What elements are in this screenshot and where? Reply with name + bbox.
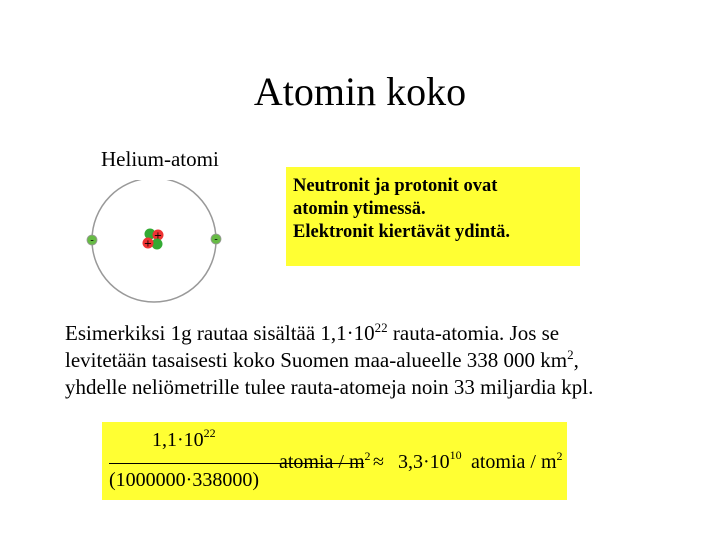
electron-sign: -	[214, 234, 218, 246]
note-line: Neutronit ja protonit ovat	[293, 176, 498, 196]
page-title: Atomin koko	[253, 69, 467, 114]
note-line: Elektronit kiertävät ydintä.	[293, 222, 511, 242]
note-line: atomin ytimessä.	[293, 199, 426, 219]
helium-atom-diagram	[80, 180, 230, 305]
formula-result: $3,3\cdot 10^{10}$	[398, 448, 462, 473]
formula-numerator: $1,1\cdot 10^{22}$	[152, 426, 216, 451]
electron	[87, 235, 97, 247]
paragraph-line-1: Esimerkiksi 1g rautaa sisältää $1,1\cdot 10^{22}$ rauta-atomia. Jos se	[65, 320, 560, 345]
electron	[211, 234, 221, 246]
example-paragraph	[65, 320, 705, 401]
approx-sign: ≈	[373, 451, 384, 473]
paragraph-line-3: yhdelle neliömetrille tulee rauta-atomeja noin 33 miljardia kpl.	[65, 375, 594, 399]
highlight-note	[286, 167, 580, 266]
formula-denominator: (1000000·338000)	[109, 469, 259, 491]
paragraph-line-2: levitetään tasaisesti koko Suomen maa-alueelle 338 000 $km^2$,	[65, 347, 579, 372]
electron-sign: -	[90, 235, 94, 247]
nucleus	[143, 229, 164, 250]
formula-box	[102, 422, 567, 500]
atom-label: Helium-atomi	[101, 147, 219, 171]
proton-sign: +	[153, 230, 163, 242]
formula-result-unit: atomia / $m^2$	[471, 449, 563, 473]
formula-unit: atomia / $m^2$	[279, 449, 371, 473]
proton-sign: +	[143, 238, 153, 250]
